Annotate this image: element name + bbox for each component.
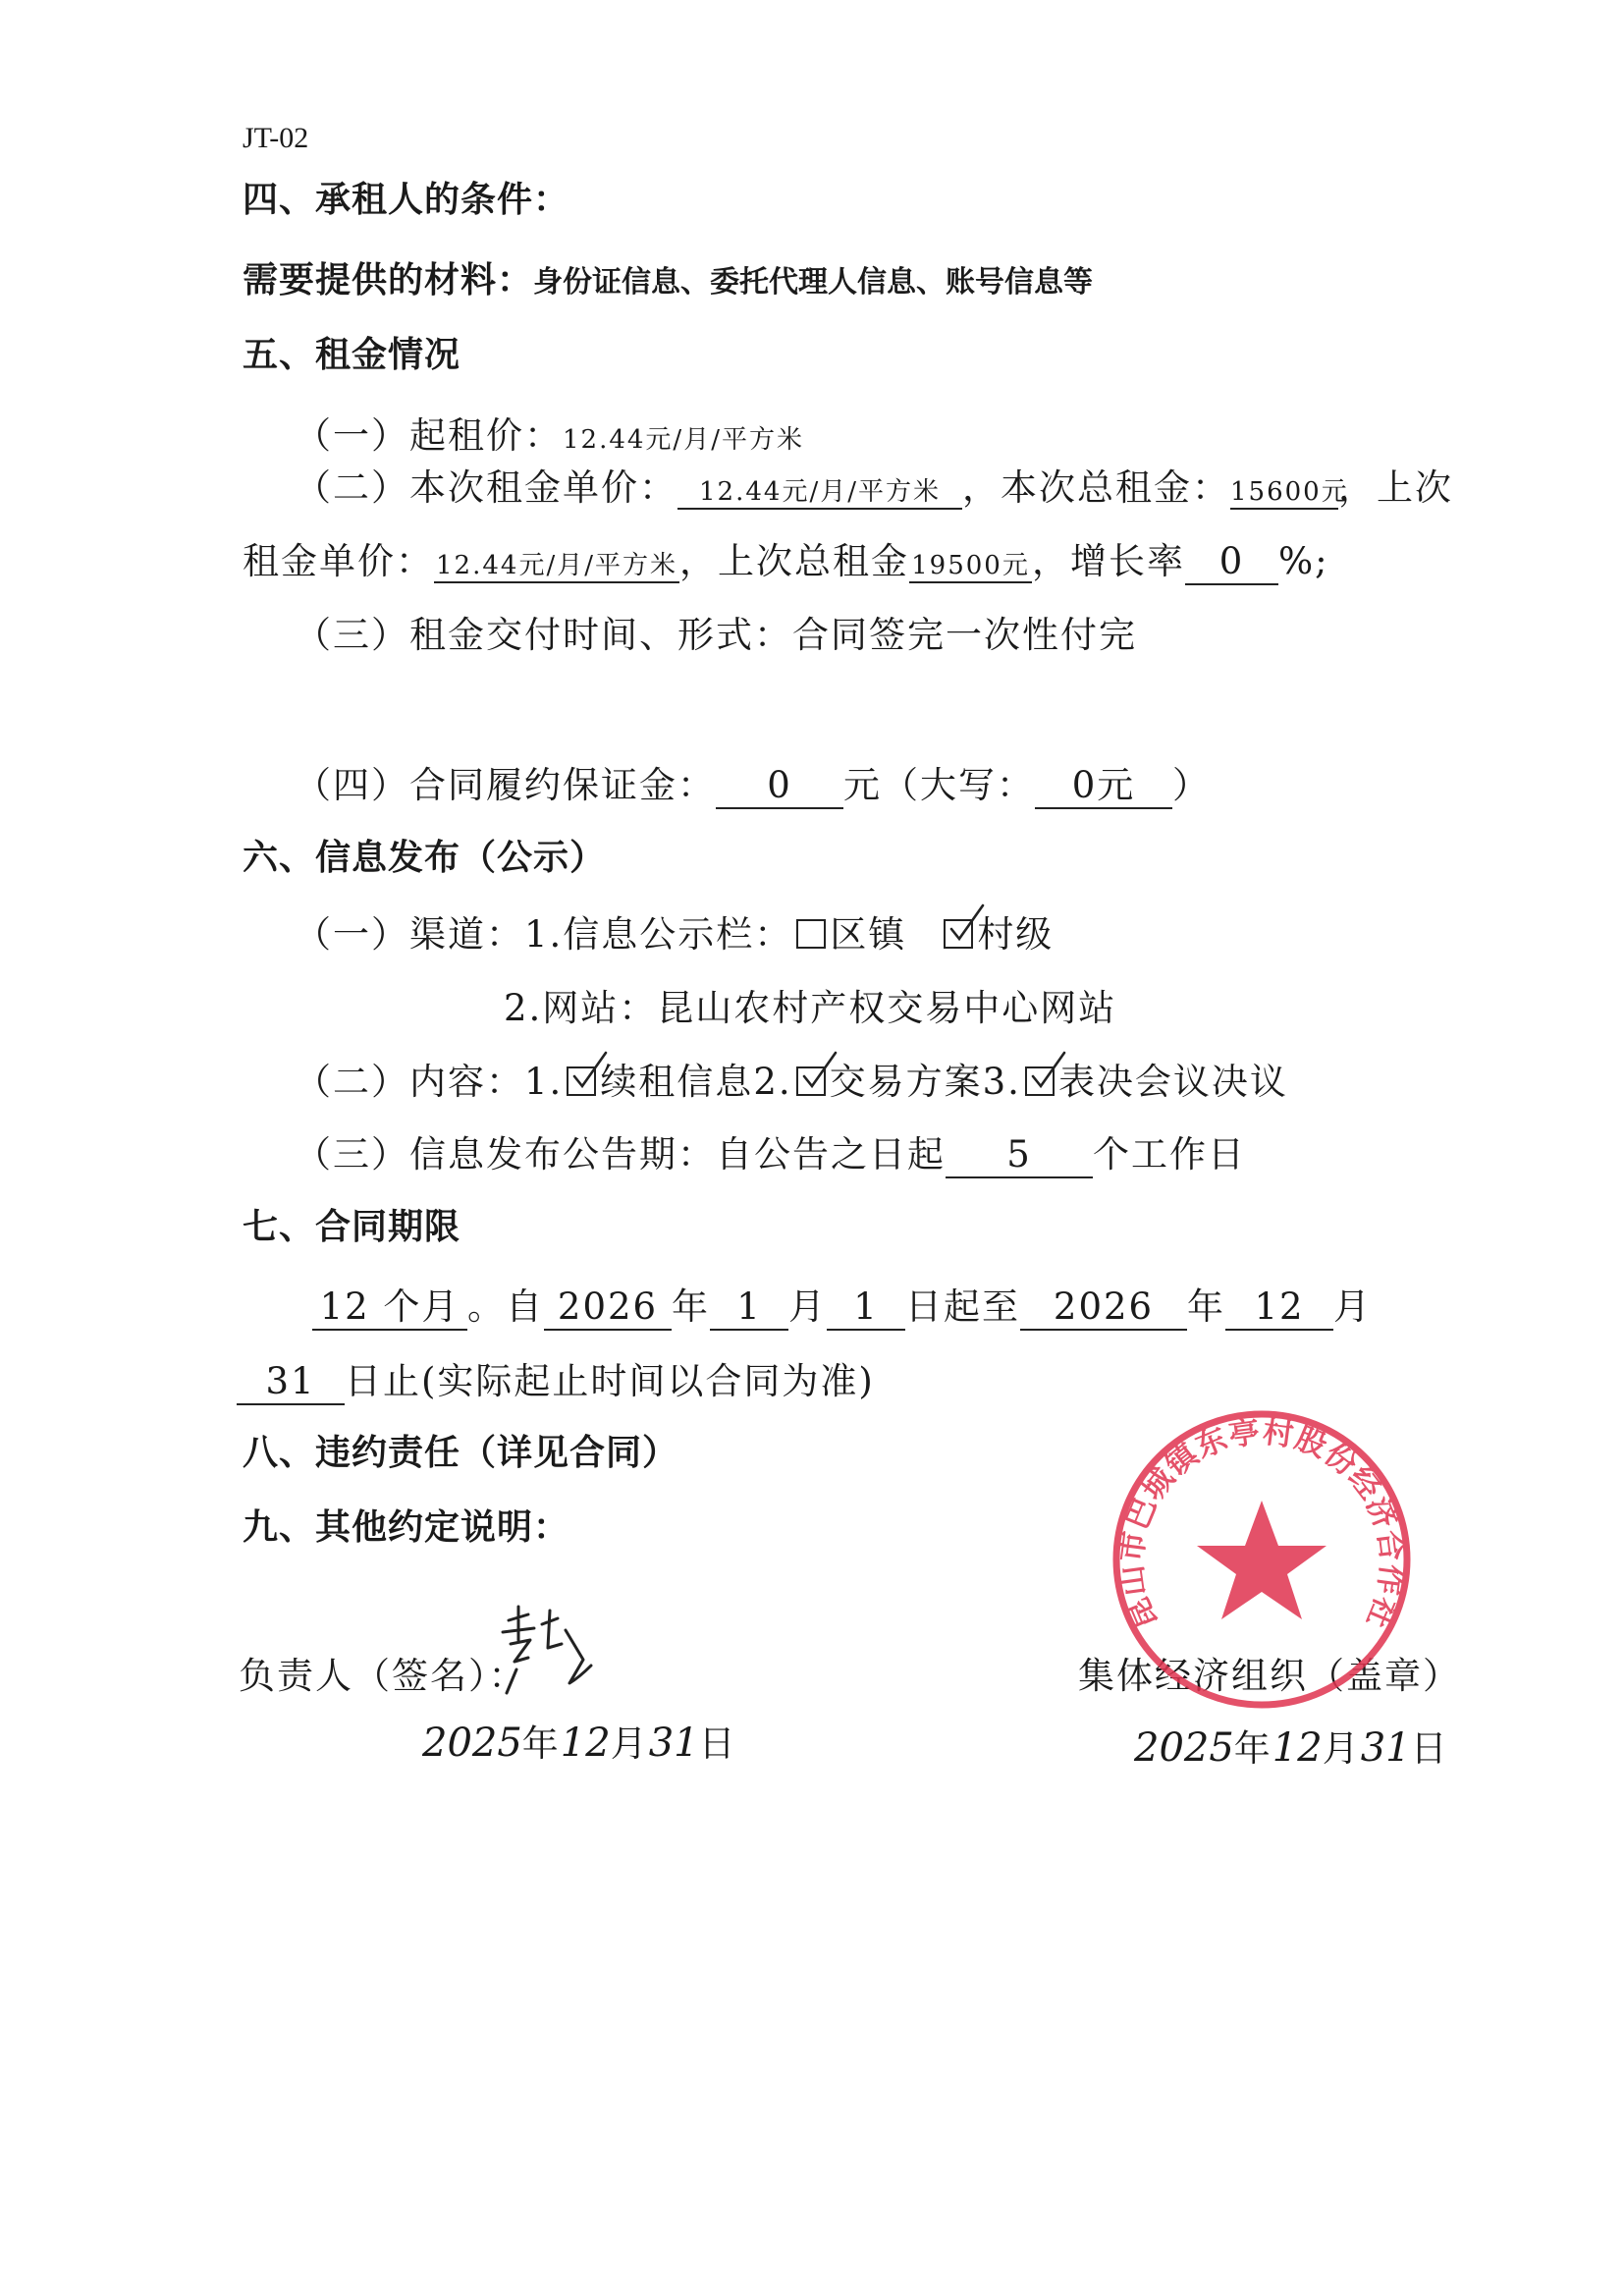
content-line [295,1052,1288,1105]
total-rent-value: 15600元 [1230,478,1338,510]
start-price-value: 12.44元/月/平方米 [563,425,804,455]
section-9-title: 九、其他约定说明： [243,1507,570,1548]
section-5-title: 五、租金情况 [243,335,461,375]
period-label: （三）信息发布公告期：自公告之日起 [295,1133,946,1175]
start-month: 1 [710,1286,788,1331]
term-line-2 [237,1351,875,1405]
growth-suffix: %; [1278,540,1329,582]
prev-label-a: ，上次 [1338,466,1453,509]
end-month-text: 月 [1333,1285,1372,1328]
term-from: 。自 [467,1285,544,1328]
org-date-day-text: 日 [1410,1727,1449,1770]
end-day: 31 [237,1361,345,1405]
person-date-month-text: 月 [610,1722,649,1765]
deposit-caps: 0元 [1035,765,1172,809]
prev-unit-value: 12.44元/月/平方米 [434,552,679,583]
check-mark-icon [796,1051,839,1094]
prev-price-line [243,531,1329,585]
section-6-title: 六、信息发布（公示） [243,838,607,878]
growth-label: ，增长率 [1032,540,1185,582]
village-checkbox-checked-icon [944,919,973,949]
content-2: 交易方案 [829,1061,983,1103]
start-month-text: 月 [788,1285,827,1328]
deposit-label: （四）合同履约保证金： [295,764,716,806]
content-2-checkbox-checked-icon [796,1066,826,1096]
person-date-year: 2025 [422,1721,522,1766]
channel-line [295,904,1054,957]
unit-price-label: （二）本次租金单价： [295,466,677,509]
org-date-year: 2025 [1134,1725,1234,1771]
person-date-day-text: 日 [698,1722,737,1765]
person-sign-date [422,1714,737,1767]
org-date-day: 31 [1360,1725,1411,1771]
website-line: 2.网站：昆山农村产权交易中心网站 [504,987,1117,1029]
payment-line: （三）租金交付时间、形式：合同签完一次性付完 [295,614,1137,656]
term-months: 12 个月 [312,1286,467,1331]
term-line-1 [312,1277,1372,1331]
deposit-line [295,755,1211,809]
start-price-line [295,406,804,459]
prev-unit-label: 租金单价： [243,540,434,582]
org-sign-date [1134,1719,1449,1772]
person-date-day: 31 [648,1721,699,1766]
handwritten-signature-icon [489,1601,597,1699]
period-value: 5 [946,1134,1093,1178]
section-4-title: 四、承租人的条件： [243,180,570,220]
person-date-year-text: 年 [521,1722,561,1765]
start-year-text: 年 [672,1285,710,1328]
start-day-text: 日起至 [905,1285,1020,1328]
end-day-text: 日止(实际起止时间以合同为准) [345,1360,875,1402]
materials-value: 身份证信息、委托代理人信息、账号信息等 [533,265,1094,300]
content-3: 表决会议决议 [1057,1061,1288,1103]
person-in-charge-label: 负责人（签名）： [239,1655,527,1697]
town-checkbox-icon [796,919,826,949]
content-2-prefix: 2. [753,1061,792,1103]
start-price-label: （一）起租价： [295,414,563,457]
content-label: （二）内容：1. [295,1061,564,1103]
materials-line [243,252,1093,302]
total-rent-label: ，本次总租金： [962,466,1230,509]
announce-period-line [295,1124,1246,1178]
section-8-title: 八、违约责任（详见合同） [243,1433,679,1473]
svg-text:昆山市巴城镇东亭村股份经济合作社: 昆山市巴城镇东亭村股份经济合作社 [1113,1414,1410,1635]
content-1: 续租信息 [600,1061,754,1103]
check-mark-icon [567,1051,610,1094]
opt-town: 区镇 [830,913,907,956]
org-date-month-text: 月 [1322,1727,1361,1770]
org-date-year-text: 年 [1233,1727,1272,1770]
official-seal-icon [1105,1402,1419,1717]
prev-total-value: 19500元 [909,552,1032,583]
person-date-month: 12 [560,1721,611,1766]
collective-org-label: 集体经济组织（盖章） [1078,1655,1461,1697]
deposit-close: ） [1172,764,1211,806]
content-3-checkbox-checked-icon [1025,1066,1055,1096]
growth-value: 0 [1185,541,1278,585]
deposit-unit: 元（大写： [843,764,1035,806]
start-day: 1 [827,1286,905,1331]
section-7-title: 七、合同期限 [243,1207,461,1247]
period-suffix: 个工作日 [1093,1133,1246,1175]
end-month: 12 [1225,1286,1333,1331]
end-year: 2026 [1020,1286,1187,1331]
materials-label: 需要提供的材料： [243,260,534,301]
doc-code: JT-02 [243,122,309,154]
check-mark-icon [944,903,987,947]
org-date-month: 12 [1272,1725,1323,1771]
prev-total-label: ，上次总租金 [679,540,909,582]
unit-price-line [295,458,1453,511]
check-mark-icon [1025,1051,1068,1094]
start-year: 2026 [544,1286,672,1331]
channel-label: （一）渠道：1.信息公示栏： [295,913,793,956]
unit-price-value: 12.44元/月/平方米 [677,478,962,510]
deposit-value: 0 [716,765,843,809]
end-year-text: 年 [1187,1285,1225,1328]
content-1-checkbox-checked-icon [567,1066,596,1096]
opt-village: 村级 [977,913,1055,956]
content-3-prefix: 3. [982,1061,1021,1103]
